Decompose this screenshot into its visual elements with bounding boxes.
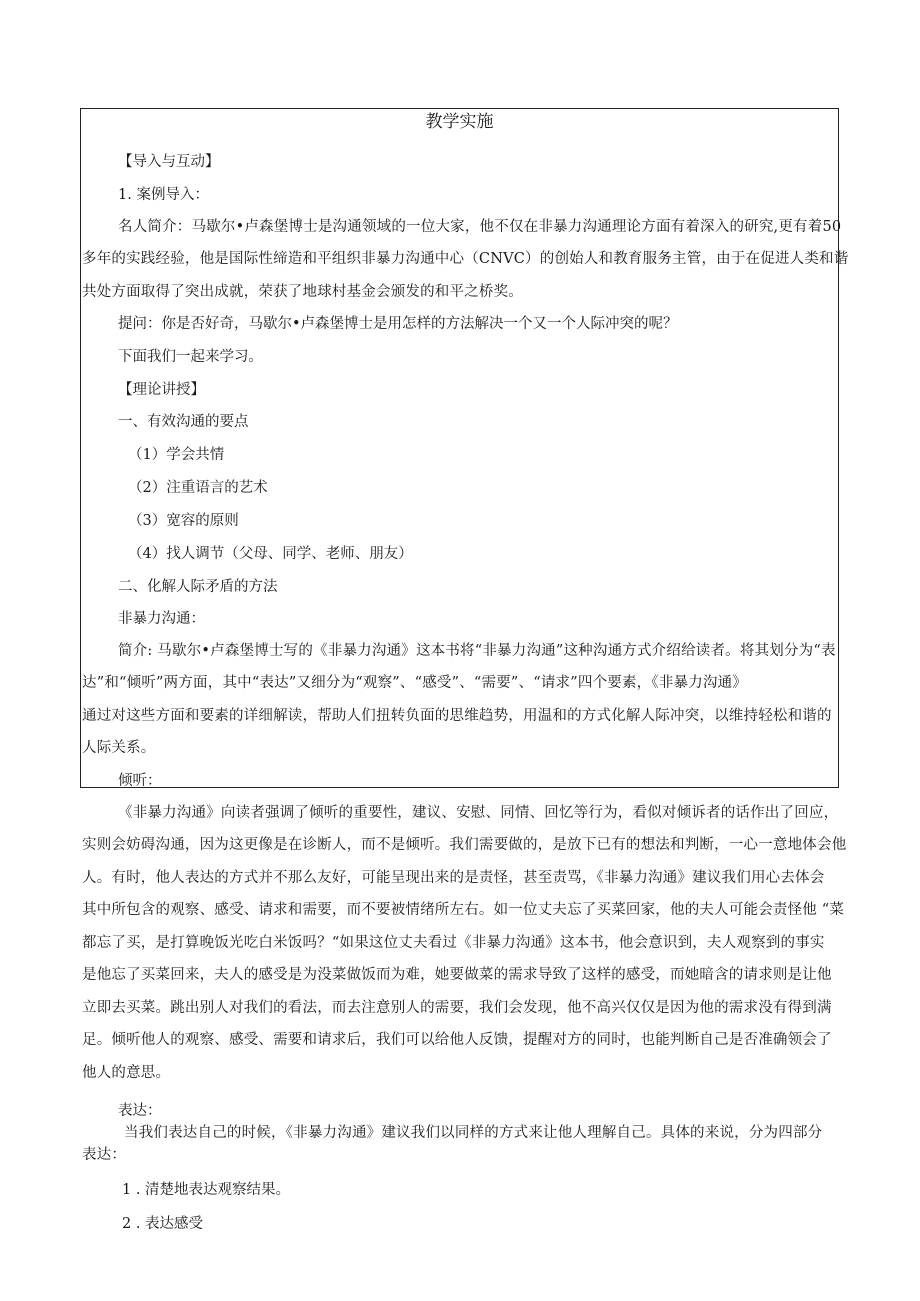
section-heading-intro: 【导入与互动】 bbox=[118, 154, 220, 170]
step-item: 2 . 表达感受 bbox=[122, 1216, 204, 1232]
expression-paragraph-cont bbox=[82, 1144, 126, 1166]
listening-line: 《非暴力沟通》向读者强调了倾听的重要性，建议、安慰、同情、回忆等行为，看似对倾诉者的话作出了回应， bbox=[118, 805, 839, 821]
part2-heading: 二、化解人际矛盾的方法 bbox=[118, 579, 278, 595]
intro-line: 人际关系。 bbox=[82, 740, 156, 756]
listening-line: 立即去买菜。跳出别人对我们的看法，而去注意别人的需要，我们会发现，他不高兴仅仅是因为他的需求没有得到满 bbox=[82, 999, 832, 1016]
page-title: 教学实施 bbox=[425, 112, 494, 132]
question-text: 提问：你是否好奇，马歇尔•卢森堡博士是用怎样的方法解决一个又一个人际冲突的呢？ bbox=[118, 316, 678, 332]
case-heading: 1. 案例导入： bbox=[118, 187, 209, 203]
listening-paragraph bbox=[118, 797, 838, 830]
lead-in-text: 下面我们一起来学习。 bbox=[118, 349, 263, 365]
listening-paragraph-cont bbox=[82, 829, 846, 1089]
point-item: （1）学会共情 bbox=[128, 447, 225, 463]
listening-line: 足。倾听他人的观察、感受、需要和请求后，我们可以给他人反馈，提醒对方的同时，也能判断自己是否准确领会了 bbox=[82, 1032, 832, 1048]
bio-line: 名人简介：马歇尔•卢森堡博士是沟通领域的一位大家，他不仅在非暴力沟通理论方面有着深入的研究,更有着50 bbox=[118, 219, 842, 235]
listening-line: 他人的意思。 bbox=[82, 1064, 171, 1081]
intro-line: 通过对这些方面和要素的详细解读，帮助人们扭转负面的思维趋势，用温和的方式化解人际冲突，以维持轻松和谐的 bbox=[82, 707, 832, 724]
expression-paragraph bbox=[124, 1122, 822, 1144]
listening-line: 人。有时，他人表达的方式并不那么友好，可能呈现出来的是责怪，甚至责骂，《非暴力沟通》建议我们用心去体会 bbox=[82, 869, 825, 886]
intro-line: 达”和“倾听”两方面，其中“表达”又细分为“观察”、“感受”、“需要”、“请求”四个要素，《非暴力沟通》 bbox=[82, 675, 748, 691]
listening-heading: 倾听： bbox=[118, 773, 162, 789]
listening-line: 是他忘了买菜回来，夫人的感受是为没菜做饭而为难，她要做菜的需求导致了这样的感受，而她暗含的请求则是让他 bbox=[82, 967, 832, 983]
bio-paragraph-cont bbox=[82, 243, 848, 308]
listening-line: 都忘了买，是打算晚饭光吃白米饭吗？“如果这位丈夫看过《非暴力沟通》这本书，他会意识到，夫人观察到的事实 bbox=[82, 934, 825, 951]
bio-line: 多年的实践经验，他是国际性缔造和平组织非暴力沟通中心（CNVC）的创始人和教育服务主管，由于在促进人类和谐 bbox=[82, 251, 849, 267]
point-item: （4）找人调节（父母、同学、老师、朋友） bbox=[128, 546, 413, 562]
expression-line: 当我们表达自己的时候，《非暴力沟通》建议我们以同样的方式来让他人理解自己。具体的来说，分为四部分 bbox=[124, 1125, 823, 1141]
expression-heading: 表达： bbox=[118, 1103, 162, 1119]
intro-line: 简介: 马歇尔•卢森堡博士写的《非暴力沟通》这本书将“非暴力沟通”这种沟通方式介绍给读者。将其划分为“表 bbox=[118, 643, 836, 659]
point-item: （3）宽容的原则 bbox=[128, 513, 239, 529]
bio-line: 共处方面取得了突出成就，荣获了地球村基金会颁发的和平之桥奖。 bbox=[82, 283, 523, 300]
bio-paragraph bbox=[118, 211, 841, 244]
expression-line: 表达： bbox=[82, 1147, 127, 1163]
listening-line: 其中所包含的观察、感受、请求和需要，而不要被情绪所左右。如一位丈夫忘了买菜回家，他的夫人可能会责怪他 “菜 bbox=[82, 902, 845, 918]
section-heading-theory: 【理论讲授】 bbox=[118, 382, 205, 398]
part1-heading: 一、有效沟通的要点 bbox=[118, 414, 249, 430]
listening-line: 实则会妨碍沟通，因为这更像是在诊断人，而不是倾听。我们需要做的，是放下已有的想法和判断，一心一意地体会他 bbox=[82, 837, 847, 853]
intro-paragraph-cont bbox=[82, 667, 832, 765]
nvc-heading: 非暴力沟通： bbox=[118, 611, 205, 627]
step-item: 1 . 清楚地表达观察结果。 bbox=[122, 1182, 291, 1198]
point-item: （2）注重语言的艺术 bbox=[128, 480, 268, 496]
intro-paragraph bbox=[118, 635, 836, 668]
